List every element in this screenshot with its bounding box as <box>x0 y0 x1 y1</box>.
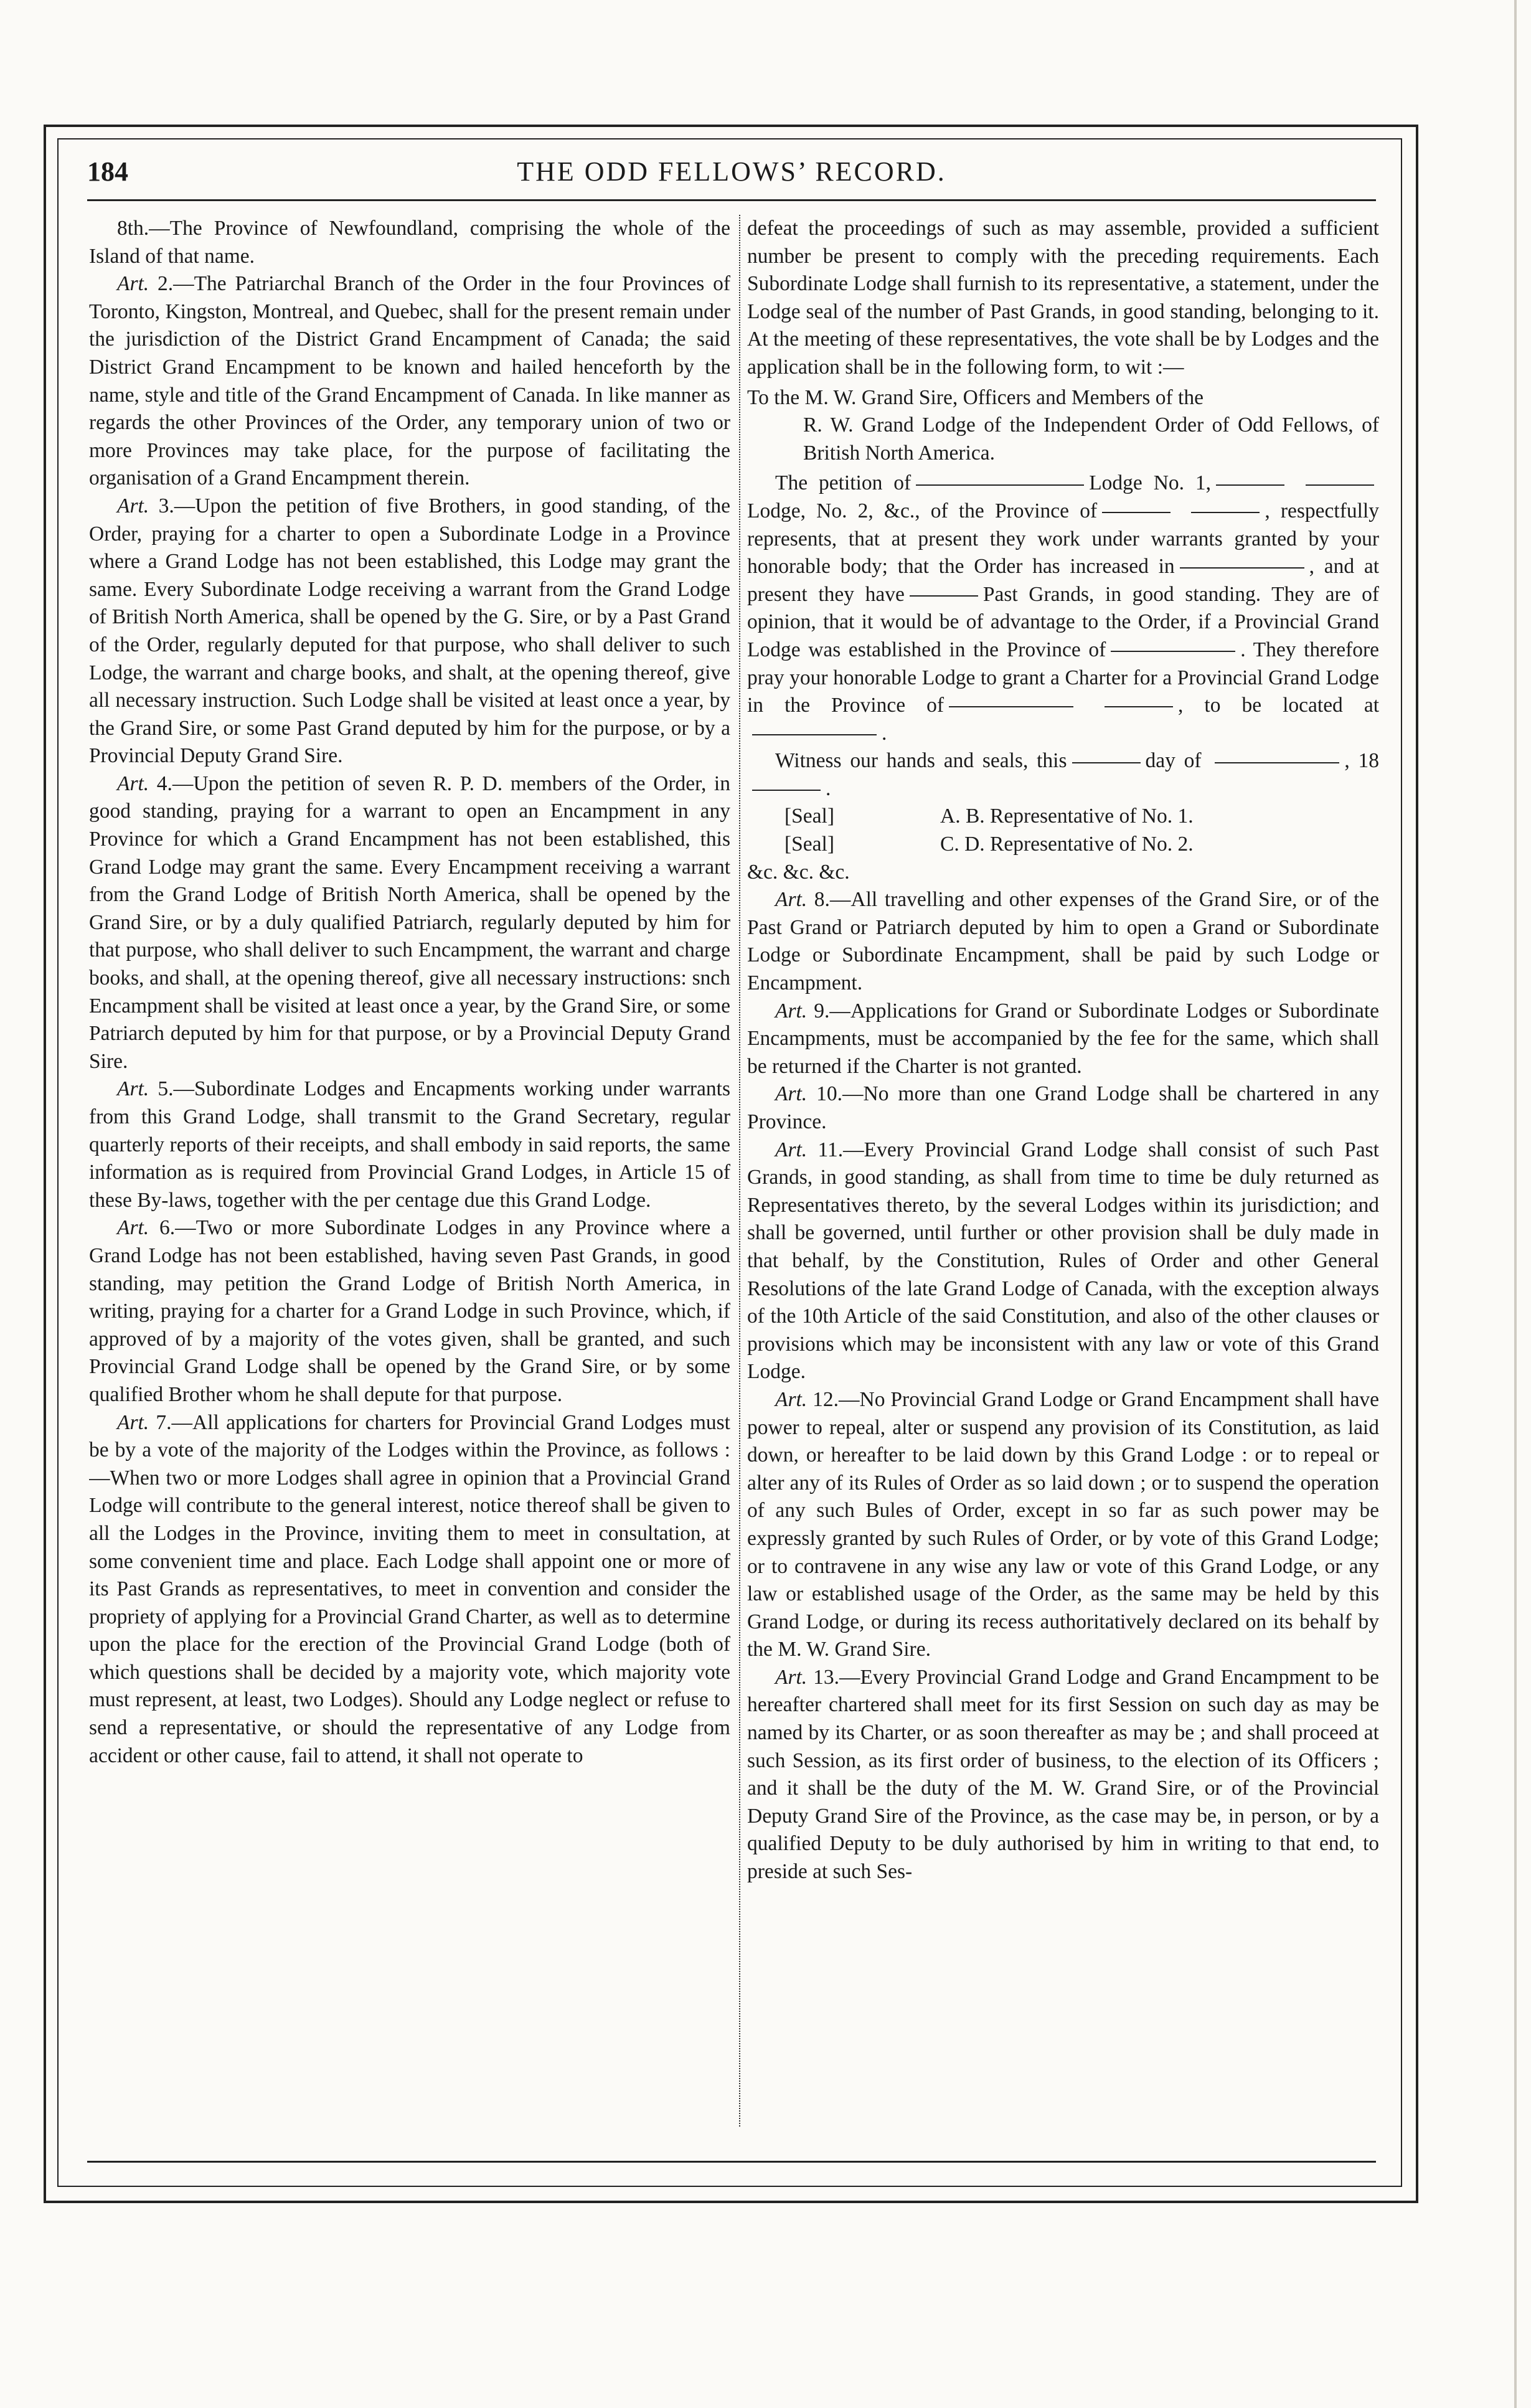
blank-line <box>1191 512 1260 513</box>
article-6 <box>89 1214 730 1409</box>
footer-rule <box>87 2161 1376 2163</box>
petition-form-body: The petition of Lodge No. 1, Lodge, No. 2, &c., of the Province of , respectfully represents, that at present they work under warrants granted by your honorable body; that the Order has increased in , and at present they have Past Grands, in good standing. They are of opinion, that it would be of advantage to the Order, if a Provincial Grand Lodge was established in the Province of . They therefore pray your honorable Lodge to grant a Charter for a Provincial Grand Lodge in the Province of , to be located at. <box>747 471 1379 745</box>
article-label: Art. <box>117 1077 149 1101</box>
blank-line <box>1105 706 1173 707</box>
page-number: 184 <box>87 156 128 187</box>
article-label: Art. <box>117 494 149 517</box>
article-label: Art. <box>775 1665 808 1689</box>
blank-line <box>1180 567 1304 569</box>
blank-line <box>910 595 978 597</box>
article-5 <box>89 1075 730 1214</box>
article-12 <box>747 1386 1379 1664</box>
article-label: Art. <box>117 772 149 795</box>
seal-mark: [Seal] <box>784 805 834 828</box>
right-column <box>747 215 1379 2170</box>
blank-line <box>1102 512 1171 513</box>
article-label: Art. <box>117 1216 149 1240</box>
paragraph-newfoundland: 8th.—The Province of Newfoundland, comprising the whole of the Island of that name. <box>89 217 730 268</box>
article-text: 9.—Applications for Grand or Subordinate Lodges or Subordinate Encampments, must be accompanied by the fee for the same, which shall be returned if the Charter is not granted. <box>747 999 1379 1078</box>
witness-line: Witness our hands and seals, this day of , 18. <box>747 747 1379 803</box>
article-13 <box>747 1664 1379 1886</box>
article-text: 5.—Subordinate Lodges and Encapments working under warrants from this Grand Lodge, shall transmit to the Grand Secretary, regular quarterly reports of their receipts, and shall embody in said reports, the same information as is required from Provincial Grand Lodges, in Article 15 of these By-laws, together with the per centage due this Grand Lodge. <box>89 1077 730 1212</box>
header-rule <box>87 199 1376 201</box>
paragraph-continuation: defeat the proceedings of such as may assemble, provided a sufficient number be present to comply with the preceding requirements. Each Subordinate Lodge shall furnish to its representative, a statement, under the Lodge seal of the number of Past Grands, in good standing, belonging to it. At the meeting of these representatives, the vote shall be by Lodges and the application shall be in the following form, to wit :— <box>747 217 1379 379</box>
article-text: 2.—The Patriarchal Branch of the Order in the four Provinces of Toronto, Kingston, Montreal, and Quebec, shall for the present remain under the jurisdiction of the District Grand Encampment of Canada; the said District Grand Encampment to be known and hailed henceforth by the name, style and title of the Grand Encampment of Canada. In like manner as regards the other Provinces of the Order, any temporary union of two or more Provinces may take place, for the purpose of facilitating the organisation of a Grand Encampment therein. <box>89 272 730 490</box>
article-label: Art. <box>117 1410 149 1434</box>
article-4 <box>89 770 730 1076</box>
blank-line <box>916 484 1084 486</box>
form-address-cont: R. W. Grand Lodge of the Independent Order of Odd Fellows, of British North America. <box>803 413 1379 465</box>
form-address <box>747 384 1379 468</box>
article-text: 7.—All applications for charters for Provincial Grand Lodges must be by a vote of the majority of the Lodges within the Province, as follows :—When two or more Lodges shall agree in opinion that a Provincial Grand Lodge will contribute to the general interest, notice thereof shall be given to all the Lodges in the Province, inviting them to meet in consultation, at some convenient time and place. Each Lodge shall appoint one or more of its Past Grands as representatives, to meet in convention and consider the propriety of applying for a Provincial Grand Charter, as well as to determine upon the place for the erection of the Provincial Grand Lodge (both of which questions shall be decided by a majority vote, which majority vote must represent, at least, two Lodges). Should any Lodge neglect or refuse to send a representative, or should the representative of any Lodge from accident or other cause, fail to attend, it shall not operate to <box>89 1410 730 1767</box>
article-9 <box>747 998 1379 1081</box>
article-label: Art. <box>775 1082 808 1106</box>
article-text: 6.—Two or more Subordinate Lodges in any Province where a Grand Lodge has not been established, having seven Past Grands, in good standing, may petition the Grand Lodge of British North America, in writing, praying for a charter for a Grand Lodge in such Province, which, if approved of by a majority of the votes given, shall be granted, and such Provincial Grand Lodge shall be opened by the Grand Sire, or by some qualified Brother whom he shall depute for that purpose. <box>89 1216 730 1406</box>
blank-line <box>1072 762 1141 763</box>
blank-line <box>1216 484 1284 486</box>
blank-line <box>1215 762 1339 763</box>
article-text: 3.—Upon the petition of five Brothers, in good standing, of the Order, praying for a charter to open a Subordinate Lodge in a Province where a Grand Lodge has not been established, this Lodge may grant the same. Every Subordinate Lodge receiving a warrant from the Grand Lodge of British North America, shall be opened by the G. Sire, or by a Past Grand of the Order, regularly deputed for that purpose, who shall deliver to such Lodge, the warrant and charge books, and shalt, at the opening thereof, give all necessary instruction. Such Lodge shall be visited at least once a year, by the Grand Sire, or some Past Grand deputed by him for the purpose, or by a Provincial Deputy Grand Sire. <box>89 494 730 768</box>
article-text: 13.—Every Provincial Grand Lodge and Grand Encampment to be hereafter chartered shall meet for its first Session on such day as may be named by its Charter, or as soon thereafter as may be ; and shall proceed at such Session, as its first order of business, to the election of its Officers ; and it shall be the duty of the M. W. Grand Sire, or of the Provincial Deputy Grand Sire of the Province, as the case may be, in person, or by a qualified Deputy to be duly authorised by him in writing to that end, to preside at such Ses- <box>747 1665 1379 1884</box>
article-text: 10.—No more than one Grand Lodge shall be chartered in any Province. <box>747 1082 1379 1133</box>
blank-line <box>949 706 1073 707</box>
article-text: 8.—All travelling and other expenses of the Grand Sire, or of the Past Grand or Patriarch deputed by him to open a Grand or Subordinate Lodge or Subordinate Encampment, shall be paid by such Lodge or Encampment. <box>747 888 1379 995</box>
representative-signature: C. D. Representative of No. 2. <box>940 833 1194 856</box>
article-text: 12.—No Provincial Grand Lodge or Grand Encampment shall have power to repeal, alter or suspend any provision of its Constitution, as laid down, or hereafter to be laid down by this Grand Lodge : or to repeal or alter any of its Rules of Order as so laid down ; or to suspend the operation of any such Bules of Order, except in so far as such power may be expressly granted by such Rules of Order, or by vote of this Grand Lodge; or to contravene in any wise any law or vote of this Grand Lodge, or any law or established usage of the Order, as the same may be held by this Grand Lodge, or during its recess authoritatively declared on its behalf by the M. W. Grand Sire. <box>747 1387 1379 1661</box>
signature-row-2 <box>747 831 1379 859</box>
article-text: 11.—Every Provincial Grand Lodge shall consist of such Past Grands, in good standing, as shall from time to time be duly returned as Representatives thereto, by the several Lodges within its jurisdiction; and shall be governed, until further or other provision shall be duly made in that behalf, by the Constitution, Rules of Order and other General Resolutions of the late Grand Lodge of Canada, with the exception always of the 10th Article of the said Constitution, and also of the other clauses or provisions which may be inconsistent with any law or vote of this Grand Lodge. <box>747 1138 1379 1384</box>
seal-mark: [Seal] <box>784 833 834 856</box>
article-8 <box>747 886 1379 997</box>
article-label: Art. <box>775 1138 808 1161</box>
representative-signature: A. B. Representative of No. 1. <box>940 805 1194 828</box>
article-3 <box>89 493 730 770</box>
article-label: Art. <box>775 1387 808 1411</box>
article-label: Art. <box>775 999 808 1022</box>
blank-line <box>1111 651 1235 652</box>
running-title: THE ODD FELLOWS’ RECORD. <box>517 156 946 187</box>
blank-line <box>752 734 877 735</box>
blank-line <box>752 790 821 791</box>
article-label: Art. <box>775 888 808 912</box>
form-address-lead: To the M. W. Grand Sire, Officers and Members of the <box>747 385 1204 409</box>
article-11 <box>747 1136 1379 1386</box>
left-column <box>89 215 730 2170</box>
article-10 <box>747 1080 1379 1136</box>
column-divider <box>739 215 740 2127</box>
article-2 <box>89 270 730 493</box>
signature-row-1 <box>747 803 1379 831</box>
article-7 <box>89 1409 730 1770</box>
page-header <box>87 149 1376 193</box>
article-label: Art. <box>117 272 149 296</box>
article-text: 4.—Upon the petition of seven R. P. D. members of the Order, in good standing, praying for a warrant to open an Encampment in any Province for which a Grand Encampment has not been established, this Grand Lodge may grant the same. Every Encampment receiving a warrant from the Grand Lodge of British North America, shall be opened by the Grand Sire, or by a duly qualified Patriarch, regularly deputed by him for that purpose, who shall deliver to such Encampment, the warrant and charge books, and shall, at the opening thereof, give all necessary instructions: snch Encampment shall be visited at least once a year, by the Grand Sire, or some Patriarch deputed by him for that purpose, or by a Provincial Deputy Grand Sire. <box>89 772 730 1073</box>
etcetera: &c. &c. &c. <box>747 860 850 884</box>
blank-line <box>1306 484 1374 486</box>
page-edge-mark <box>1514 0 1517 2408</box>
